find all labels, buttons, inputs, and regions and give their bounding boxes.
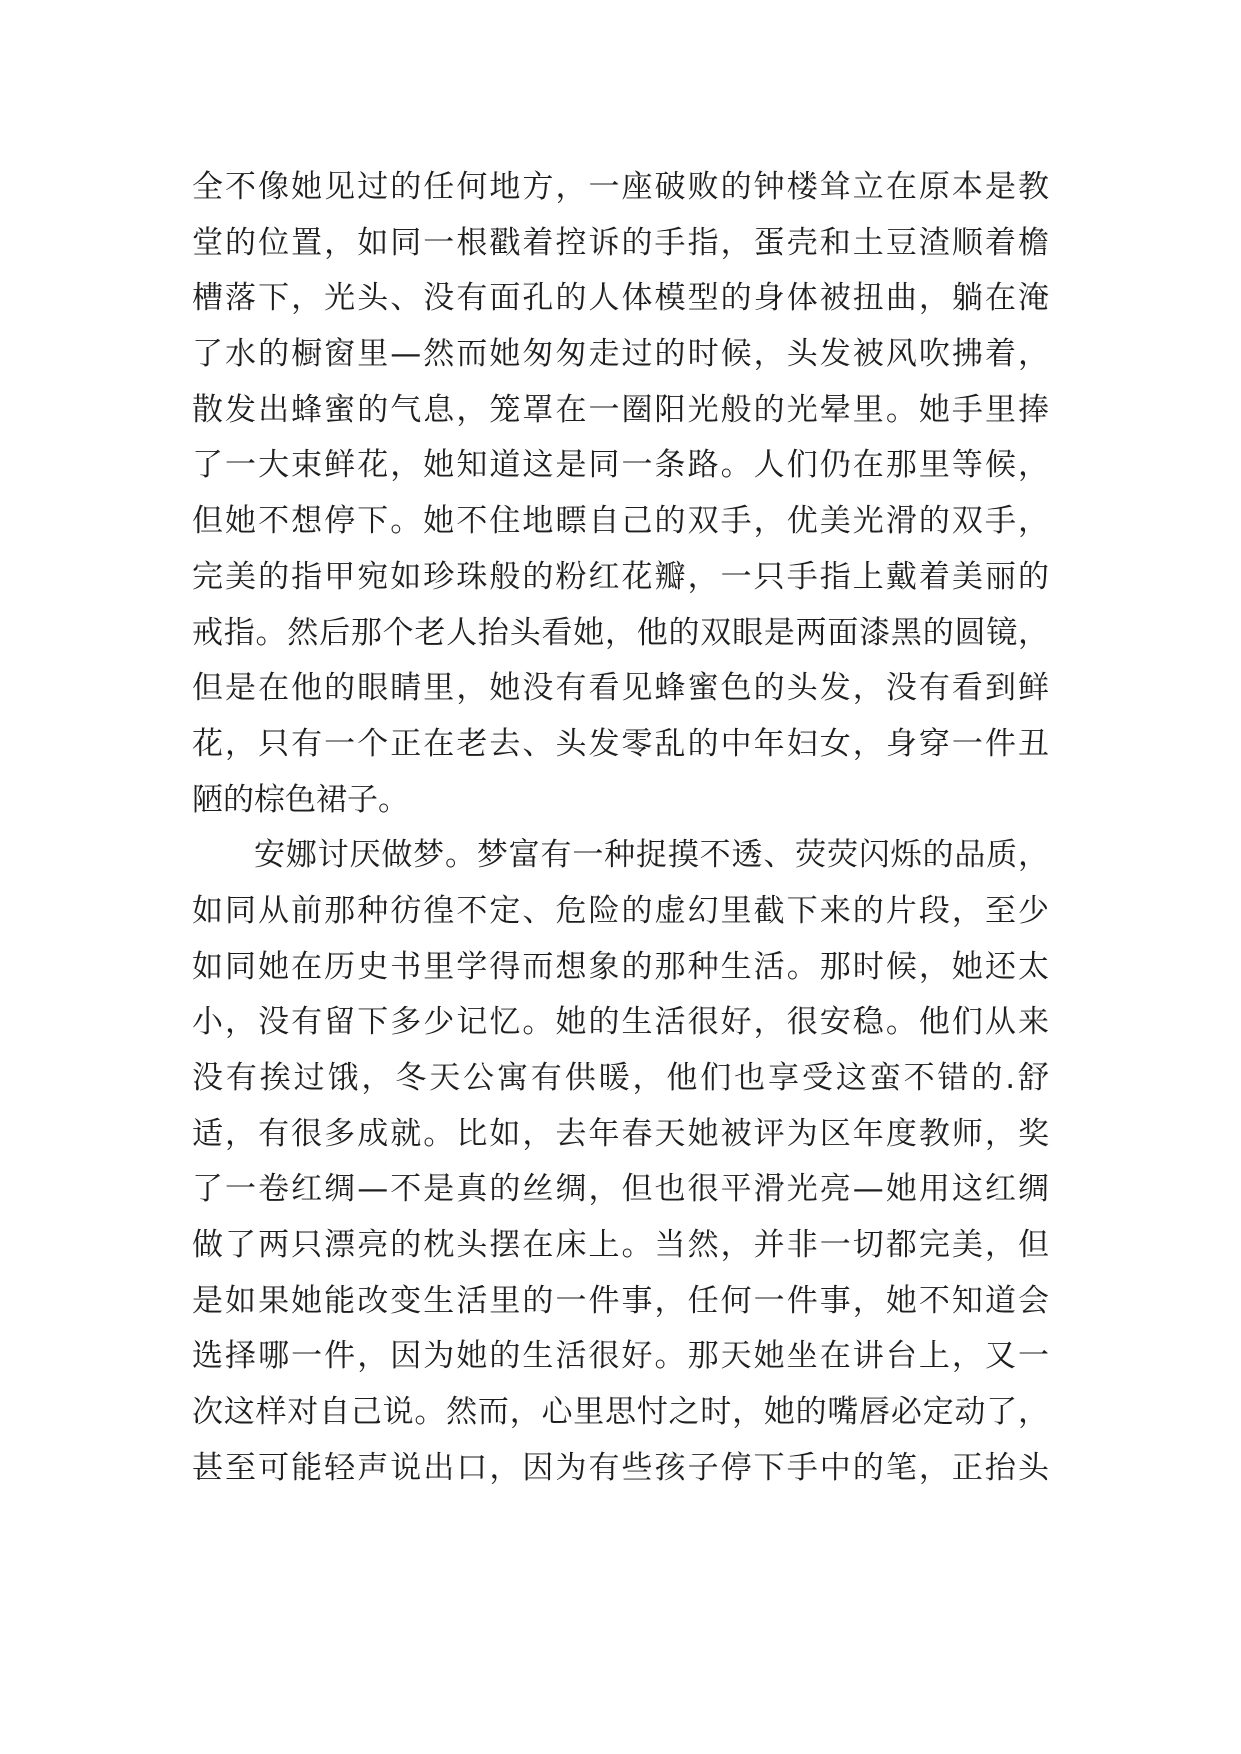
text-line: 戒指。然后那个老人抬头看她，他的双眼是两面漆黑的圆镜，: [192, 614, 1049, 651]
text-line: 小，没有留下多少记忆。她的生活很好，很安稳。他们从来: [192, 1004, 1049, 1041]
text-line: 堂的位置，如同一根戳着控诉的手指，蛋壳和土豆渣顺着檐: [192, 224, 1049, 261]
text-line: 散发出蜂蜜的气息，笼罩在一圈阳光般的光晕里。她手里捧: [192, 391, 1049, 428]
text-line: 没有挨过饿，冬天公寓有供暖，他们也享受这蛮不错的.舒: [192, 1060, 1049, 1096]
text-line: 做了两只漂亮的枕头摆在床上。当然，并非一切都完美，但: [192, 1227, 1049, 1264]
text-line: 全不像她见过的任何地方，一座破败的钟楼耸立在原本是教: [192, 169, 1049, 205]
text-line: 甚至可能轻声说出口，因为有些孩子停下手中的笔，正抬头: [192, 1449, 1049, 1486]
text-line: 了一大束鲜花，她知道这是同一条路。人们仍在那里等候，: [192, 447, 1049, 484]
text-line: 是如果她能改变生活里的一件事，任何一件事，她不知道会: [192, 1282, 1049, 1319]
body-text: [192, 160, 1049, 1497]
text-line: 槽落下，光头、没有面孔的人体模型的身体被扭曲，躺在淹: [192, 280, 1049, 317]
text-line: 但她不想停下。她不住地瞟自己的双手，优美光滑的双手，: [192, 503, 1049, 540]
text-line: 适，有很多成就。比如，去年春天她被评为区年度教师，奖: [192, 1115, 1049, 1152]
text-line: 如同从前那种彷徨不定、危险的虚幻里截下来的片段，至少: [192, 892, 1049, 929]
text-line: 完美的指甲宛如珍珠般的粉红花瓣，一只手指上戴着美丽的: [192, 558, 1049, 595]
text-line: 安娜讨厌做梦。梦富有一种捉摸不透、荧荧闪烁的品质，: [254, 837, 1049, 874]
text-line: 次这样对自己说。然而，心里思忖之时，她的嘴唇必定动了，: [192, 1394, 1049, 1431]
text-line: 但是在他的眼睛里，她没有看见蜂蜜色的头发，没有看到鲜: [192, 670, 1049, 707]
text-line: 选择哪一件，因为她的生活很好。那天她坐在讲台上，又一: [192, 1338, 1049, 1375]
text-line: 了水的橱窗里—然而她匆匆走过的时候，头发被风吹拂着，: [192, 336, 1049, 373]
text-line: 陋的棕色裙子。: [192, 781, 409, 818]
text-line: 花，只有一个正在老去、头发零乱的中年妇女，身穿一件丑: [192, 725, 1049, 762]
text-line: 了一卷红绸—不是真的丝绸，但也很平滑光亮—她用这红绸: [192, 1171, 1049, 1208]
text-line: 如同她在历史书里学得而想象的那种生活。那时候，她还太: [192, 948, 1049, 985]
paragraph-1: [192, 160, 1049, 828]
paragraph-2: [192, 828, 1049, 1496]
